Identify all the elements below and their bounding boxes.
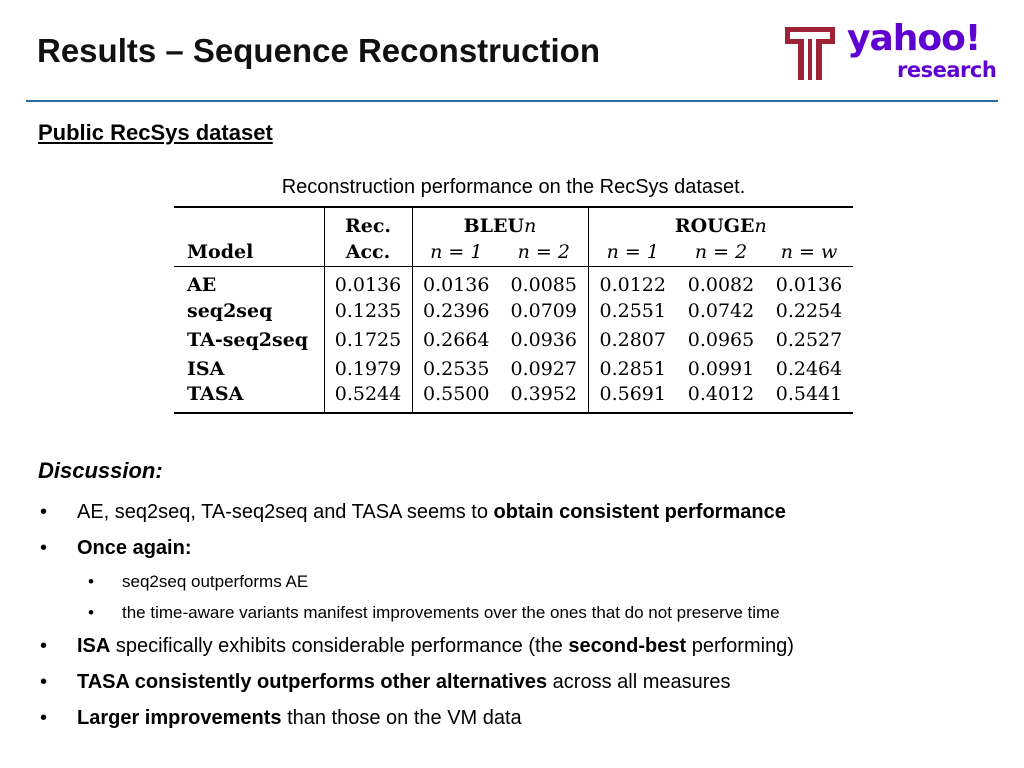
header-rouge — [588, 207, 853, 237]
slide-title: Results – Sequence Reconstruction — [37, 32, 600, 69]
yahoo-wordmark: yahoo! — [847, 18, 981, 59]
cell-bleu-1: 0.2664 — [412, 325, 500, 354]
cell-bleu-1: 0.2396 — [412, 296, 500, 325]
bullet-icon: • — [40, 671, 48, 693]
cell-rouge-w: 0.5441 — [765, 383, 853, 413]
cell-rouge-w: 0.0136 — [775, 274, 843, 296]
header-rouge-sub: n — [754, 215, 767, 237]
header-rouge-n2: n = 2 — [677, 237, 765, 267]
cell-bleu-2: 0.0936 — [510, 328, 577, 351]
list-item — [38, 494, 998, 530]
model-name: AE — [187, 274, 217, 296]
table-header-row-2 — [174, 237, 853, 267]
list-subitem — [38, 566, 998, 597]
table-row-seq2seq — [174, 296, 853, 325]
cell-rouge-2: 0.0965 — [687, 328, 755, 351]
dataset-heading: Public RecSys dataset — [38, 120, 273, 145]
table-header-row-1 — [174, 207, 853, 237]
model-name: ISA — [187, 357, 225, 380]
table-row-ae — [174, 267, 853, 297]
model-name: seq2seq — [187, 299, 273, 322]
cell-rec-acc: 0.0136 — [324, 267, 412, 297]
cell-bleu-2: 0.0709 — [510, 299, 577, 322]
bullet-bold: obtain consistent performance — [493, 501, 786, 523]
cell-bleu-1: 0.0136 — [412, 267, 500, 297]
bullet-text: the time-aware variants manifest improvements over the ones that do not preserve time — [122, 603, 780, 622]
header-bleu-n2: n = 2 — [500, 237, 588, 267]
table-row-tasa — [174, 383, 853, 413]
bullet-icon: • — [88, 603, 94, 622]
cell-rouge-w: 0.2254 — [775, 299, 843, 322]
header-model: Model — [174, 237, 324, 267]
header-rouge-label: ROUGE — [674, 215, 755, 237]
cell-bleu-2: 0.0085 — [510, 274, 577, 296]
cell-rouge-1: 0.0122 — [588, 267, 677, 297]
cell-bleu-2: 0.0927 — [510, 357, 577, 380]
cell-rec-acc: 0.1235 — [324, 296, 412, 325]
header-empty — [174, 207, 324, 237]
cell-rouge-1: 0.2851 — [588, 354, 677, 383]
cell-bleu-1: 0.5500 — [412, 383, 500, 413]
list-subitem — [38, 597, 998, 628]
cell-rec-acc: 0.1979 — [324, 354, 412, 383]
bullet-text: than those on the VM data — [281, 707, 522, 729]
header-bleu-label: BLEU — [463, 215, 525, 237]
bullet-icon: • — [40, 501, 48, 523]
table-row-isa — [174, 354, 853, 383]
header-rouge-nw: n = w — [765, 237, 853, 267]
list-item — [38, 664, 998, 700]
cell-rouge-1: 0.5691 — [588, 383, 677, 413]
list-item — [38, 628, 998, 664]
discussion-heading: Discussion: — [38, 458, 163, 483]
bullet-bold: second-best — [568, 635, 687, 657]
bullet-text: performing) — [686, 635, 794, 657]
bullet-text: across all measures — [547, 671, 731, 693]
header-bleu-n1: n = 1 — [412, 237, 500, 267]
list-item — [38, 530, 998, 566]
bullet-bold: TASA consistently outperforms other alternatives — [77, 671, 548, 693]
cell-bleu-1: 0.2535 — [412, 354, 500, 383]
bullet-text: seq2seq outperforms AE — [122, 572, 309, 591]
table-caption: Reconstruction performance on the RecSys dataset. — [281, 176, 746, 198]
bullet-bold: ISA — [77, 635, 111, 657]
cell-bleu-2: 0.3952 — [500, 383, 588, 413]
cell-rec-acc: 0.5244 — [324, 383, 412, 413]
results-table — [174, 206, 853, 414]
cell-rouge-w: 0.2464 — [775, 357, 843, 380]
header-acc: Acc. — [324, 237, 412, 267]
cell-rouge-2: 0.4012 — [677, 383, 765, 413]
model-name: TASA — [174, 383, 324, 413]
bullet-text: AE, seq2seq, TA-seq2seq and TASA seems to — [77, 501, 494, 523]
discussion-list — [38, 494, 998, 736]
table-row-ta-seq2seq — [174, 325, 853, 354]
temple-logo-icon — [785, 24, 835, 80]
header-rouge-n1: n = 1 — [588, 237, 677, 267]
bullet-bold: Larger improvements — [77, 707, 282, 729]
cell-rouge-1: 0.2551 — [588, 296, 677, 325]
header-bleu-sub: n — [524, 215, 537, 237]
title-divider — [26, 100, 998, 102]
bullet-icon: • — [88, 572, 94, 591]
bullet-icon: • — [40, 707, 48, 729]
temple-logo-letter: T — [785, 24, 786, 25]
bullet-icon: • — [40, 635, 48, 657]
list-item — [38, 700, 998, 736]
cell-rouge-2: 0.0082 — [687, 274, 755, 296]
research-wordmark: research — [897, 58, 997, 82]
header-rec: Rec. — [324, 207, 412, 237]
cell-rouge-2: 0.0991 — [687, 357, 755, 380]
cell-rec-acc: 0.1725 — [324, 325, 412, 354]
cell-rouge-2: 0.0742 — [687, 299, 755, 322]
bullet-bold: Once again: — [77, 537, 192, 559]
header-bleu — [412, 207, 588, 237]
bullet-icon: • — [40, 537, 48, 559]
cell-rouge-1: 0.2807 — [588, 325, 677, 354]
bullet-text: specifically exhibits considerable performance (the — [110, 635, 569, 657]
cell-rouge-w: 0.2527 — [775, 328, 843, 351]
model-name: TA-seq2seq — [187, 328, 309, 351]
